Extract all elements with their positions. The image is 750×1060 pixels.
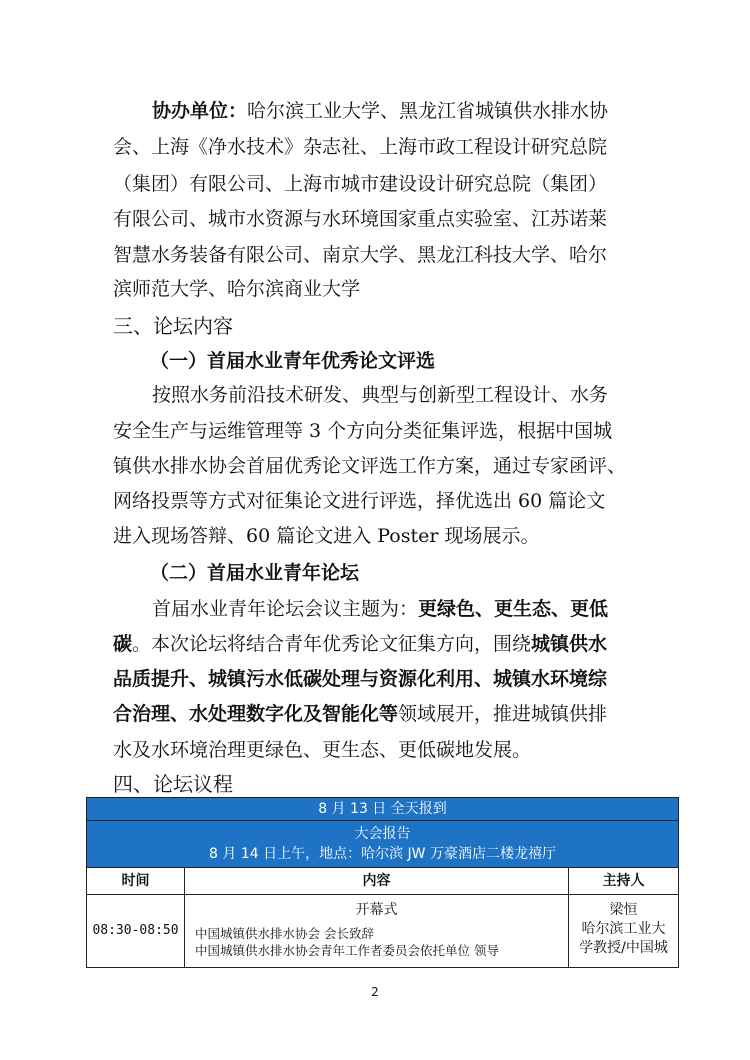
agenda-row-item-2: 中国城镇供水排水协会青年工作者委员会依托单位 领导: [195, 943, 499, 958]
section3-title: 三、论坛内容: [113, 314, 233, 338]
cohost-line-2: 会、上海《净水技术》杂志社、上海市政工程设计研究总院: [113, 136, 608, 158]
agenda-row-content: [185, 895, 569, 968]
agenda-table: [86, 797, 679, 968]
sub2-title: （二）首届水业青年论坛: [150, 562, 360, 584]
sub2-theme: 更绿色、更生态、更低: [418, 598, 609, 620]
sub2-theme-end: 碳: [113, 633, 133, 655]
cohost-line-3: （集团）有限公司、上海市城市建设设计研究总院（集团）: [113, 173, 608, 195]
col-host-header: 主持人: [569, 868, 679, 895]
sub2-text-2: 。本次论坛将结合青年优秀论文征集方向，围绕: [132, 633, 532, 655]
agenda-row: [87, 895, 679, 968]
sub2-line-4: [113, 702, 607, 726]
cohost-line-6: 滨师范大学、哈尔滨商业大学: [113, 278, 361, 300]
sub2-line-2: [113, 632, 607, 656]
agenda-header-row: [87, 868, 679, 895]
sub2-topic-start: 城镇供水: [531, 633, 608, 655]
section4-title: 四、论坛议程: [113, 772, 233, 796]
agenda-session-title: 大会报告: [354, 826, 411, 842]
agenda-row-host: [569, 895, 679, 968]
sub2-topic-end: 合治理、水处理数字化及智能化等: [113, 703, 399, 725]
agenda-row-item-1: 中国城镇供水排水协会 会长致辞: [195, 926, 374, 941]
sub2-text-4: 领域展开，推进城镇供排: [398, 703, 608, 725]
agenda-host-name: 梁恒: [609, 902, 638, 918]
sub1-title: （一）首届水业青年优秀论文评选: [150, 350, 436, 372]
sub1-line-1: 按照水务前沿技术研发、典型与创新型工程设计、水务: [152, 384, 609, 406]
page-number: 2: [371, 985, 379, 999]
agenda-day1: 8 月 13 日 全天报到: [87, 798, 679, 821]
col-content-header: 内容: [185, 868, 569, 895]
agenda-host-org-2: 学教授/中国城: [579, 940, 668, 956]
sub1-line-4: 网络投票等方式对征集论文进行评选，择优选出 60 篇论文: [113, 490, 606, 512]
agenda-row-time: 08:30-08:50: [87, 895, 185, 968]
cohost-text-1: 哈尔滨工业大学、黑龙江省城镇供水排水协: [247, 100, 609, 122]
cohost-label: 协办单位：: [152, 100, 248, 122]
sub1-line-2: 安全生产与运维管理等 3 个方向分类征集评选，根据中国城: [113, 420, 613, 442]
sub1-line-5: 进入现场答辩、60 篇论文进入 Poster 现场展示。: [113, 525, 540, 547]
col-time-header: 时间: [87, 868, 185, 895]
sub1-line-3: 镇供水排水协会首届优秀论文评选工作方案，通过专家函评、: [113, 455, 627, 477]
sub2-line-3: 品质提升、城镇污水低碳处理与资源化利用、城镇水环境综: [113, 668, 608, 690]
agenda-session-header: [87, 821, 679, 868]
sub2-line-5: 水及水环境治理更绿色、更生态、更低碳地发展。: [113, 739, 532, 761]
agenda-row-title: 开幕式: [355, 902, 398, 918]
cohost-line-5: 智慧水务装备有限公司、南京大学、黑龙江科技大学、哈尔: [113, 244, 608, 266]
sub2-theme-label: 首届水业青年论坛会议主题为：: [152, 598, 419, 620]
cohost-line-1: [152, 99, 608, 123]
cohost-line-4: 有限公司、城市水资源与水环境国家重点实验室、江苏诺莱: [113, 208, 608, 230]
agenda-session-info: 8 月 14 日上午，地点：哈尔滨 JW 万豪酒店二楼龙禧厅: [209, 846, 556, 862]
agenda-host-org-1: 哈尔滨工业大: [581, 921, 666, 937]
sub2-line-1: [152, 597, 608, 621]
